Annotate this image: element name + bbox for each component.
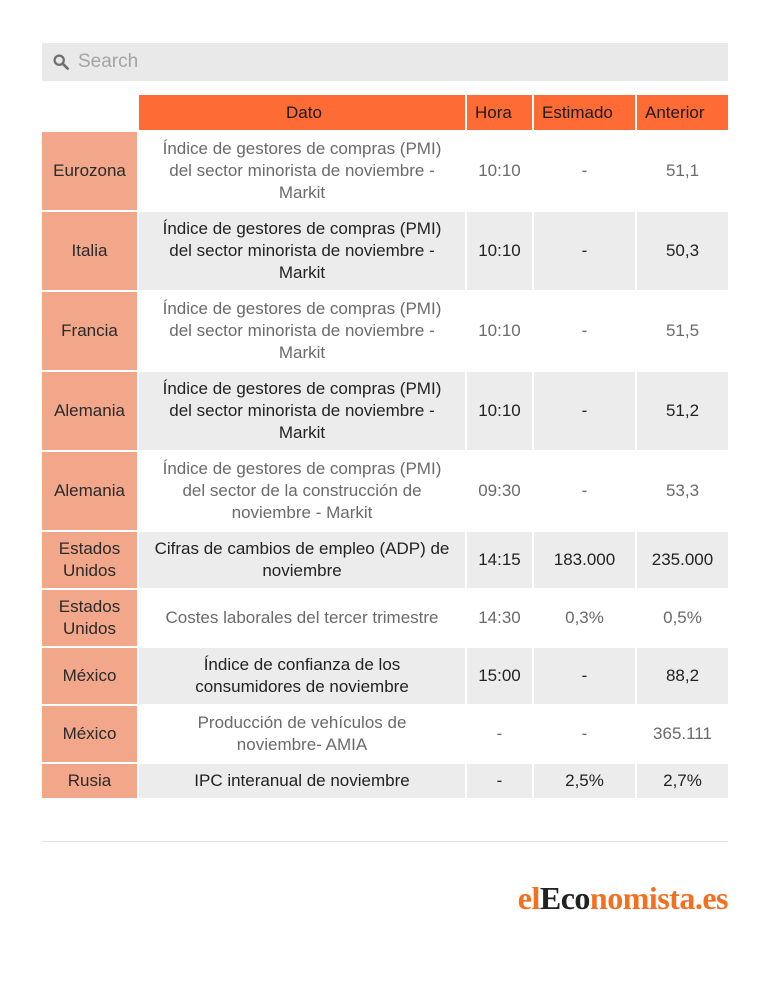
cell-dato-line: Índice de gestores de compras (PMI): [162, 139, 442, 158]
cell-country-line: Francia: [61, 321, 118, 340]
cell-estimado: 183.000: [533, 531, 636, 589]
header-anterior[interactable]: Anterior: [636, 95, 728, 131]
logo-part-rest: nomista.es: [589, 880, 728, 916]
cell-anterior: 50,3: [636, 211, 728, 291]
cell-country: [42, 705, 138, 763]
search-icon: [53, 54, 69, 70]
cell-country-line: Alemania: [54, 481, 125, 500]
cell-hora: 10:10: [466, 371, 533, 451]
logo-part-eco: Eco: [539, 880, 590, 916]
cell-dato-line: IPC interanual de noviembre: [194, 771, 410, 790]
cell-country: [42, 211, 138, 291]
cell-dato-line: Markit: [278, 343, 326, 362]
cell-estimado: 0,3%: [533, 589, 636, 647]
cell-dato-line: Markit: [278, 423, 326, 442]
cell-dato-line: Markit: [278, 183, 326, 202]
cell-country: [42, 647, 138, 705]
cell-dato: [138, 291, 466, 371]
cell-hora: 15:00: [466, 647, 533, 705]
cell-dato-line: noviembre- AMIA: [236, 735, 368, 754]
cell-dato-line: Markit: [278, 263, 326, 282]
cell-dato-line: consumidores de noviembre: [195, 677, 409, 696]
cell-hora: 10:10: [466, 211, 533, 291]
cell-dato-line: del sector minorista de noviembre -: [169, 321, 435, 340]
cell-estimado: 2,5%: [533, 763, 636, 799]
cell-dato-line: Índice de gestores de compras (PMI): [162, 459, 442, 478]
table-row: [42, 647, 728, 705]
cell-country: [42, 371, 138, 451]
cell-estimado: -: [533, 291, 636, 371]
cell-country: [42, 451, 138, 531]
cell-dato: [138, 451, 466, 531]
cell-dato-line: del sector de la construcción de: [182, 481, 422, 500]
table-header-row: [42, 95, 728, 131]
cell-dato-line: Costes laborales del tercer trimestre: [165, 608, 439, 627]
cell-hora: 14:30: [466, 589, 533, 647]
cell-anterior: 53,3: [636, 451, 728, 531]
cell-country: [42, 763, 138, 799]
logo-part-el: el: [517, 880, 540, 916]
cell-dato-line: del sector minorista de noviembre -: [169, 241, 435, 260]
cell-anterior: 365.111: [636, 705, 728, 763]
cell-hora: -: [466, 705, 533, 763]
cell-anterior: 235.000: [636, 531, 728, 589]
search-bar[interactable]: [42, 43, 728, 81]
cell-dato: [138, 131, 466, 211]
cell-country-line: Estados: [58, 539, 121, 558]
cell-country: [42, 291, 138, 371]
table-row: [42, 371, 728, 451]
cell-anterior: 88,2: [636, 647, 728, 705]
cell-dato: [138, 763, 466, 799]
cell-hora: 10:10: [466, 131, 533, 211]
cell-anterior: 51,1: [636, 131, 728, 211]
cell-dato-line: Índice de confianza de los: [203, 655, 401, 674]
header-country: [42, 95, 138, 131]
cell-estimado: -: [533, 371, 636, 451]
cell-estimado: -: [533, 451, 636, 531]
cell-dato-line: noviembre - Markit: [231, 503, 373, 522]
cell-country: [42, 589, 138, 647]
eleconomista-logo[interactable]: [518, 878, 728, 918]
cell-dato: [138, 589, 466, 647]
header-dato[interactable]: Dato: [138, 95, 466, 131]
cell-country-line: Eurozona: [53, 161, 126, 180]
cell-estimado: -: [533, 131, 636, 211]
cell-dato-line: del sector minorista de noviembre -: [169, 401, 435, 420]
table-row: [42, 291, 728, 371]
search-input[interactable]: [78, 43, 728, 81]
cell-anterior: 2,7%: [636, 763, 728, 799]
table-row: [42, 451, 728, 531]
economic-calendar-table: [42, 95, 728, 800]
cell-estimado: -: [533, 705, 636, 763]
header-estimado[interactable]: Estimado: [533, 95, 636, 131]
table-row: [42, 705, 728, 763]
cell-hora: 09:30: [466, 451, 533, 531]
table-body: [42, 131, 728, 799]
cell-country-line: Rusia: [67, 771, 112, 790]
cell-country-line: México: [62, 666, 117, 685]
cell-dato: [138, 531, 466, 589]
table-row: [42, 131, 728, 211]
cell-hora: 14:15: [466, 531, 533, 589]
cell-dato-line: del sector minorista de noviembre -: [169, 161, 435, 180]
table-row: [42, 589, 728, 647]
table-row: [42, 531, 728, 589]
cell-country-line: Unidos: [63, 619, 116, 638]
cell-anterior: 51,5: [636, 291, 728, 371]
cell-dato-line: Índice de gestores de compras (PMI): [162, 219, 442, 238]
table-row: [42, 211, 728, 291]
cell-dato: [138, 371, 466, 451]
cell-dato-line: noviembre: [262, 561, 342, 580]
cell-dato: [138, 211, 466, 291]
cell-dato-line: Cifras de cambios de empleo (ADP) de: [154, 539, 450, 558]
cell-dato: [138, 705, 466, 763]
cell-anterior: 51,2: [636, 371, 728, 451]
cell-country-line: Alemania: [54, 401, 125, 420]
cell-dato-line: Índice de gestores de compras (PMI): [162, 379, 442, 398]
cell-hora: 10:10: [466, 291, 533, 371]
cell-dato: [138, 647, 466, 705]
cell-hora: -: [466, 763, 533, 799]
cell-estimado: -: [533, 647, 636, 705]
cell-estimado: -: [533, 211, 636, 291]
cell-anterior: 0,5%: [636, 589, 728, 647]
cell-country-line: Italia: [71, 241, 108, 260]
table-row: [42, 763, 728, 799]
cell-country: [42, 131, 138, 211]
cell-dato-line: Producción de vehículos de: [197, 713, 407, 732]
cell-country: [42, 531, 138, 589]
header-hora[interactable]: Hora: [466, 95, 533, 131]
divider: [42, 841, 728, 842]
cell-country-line: Unidos: [63, 561, 116, 580]
cell-dato-line: Índice de gestores de compras (PMI): [162, 299, 442, 318]
cell-country-line: México: [62, 724, 117, 743]
cell-country-line: Estados: [58, 597, 121, 616]
